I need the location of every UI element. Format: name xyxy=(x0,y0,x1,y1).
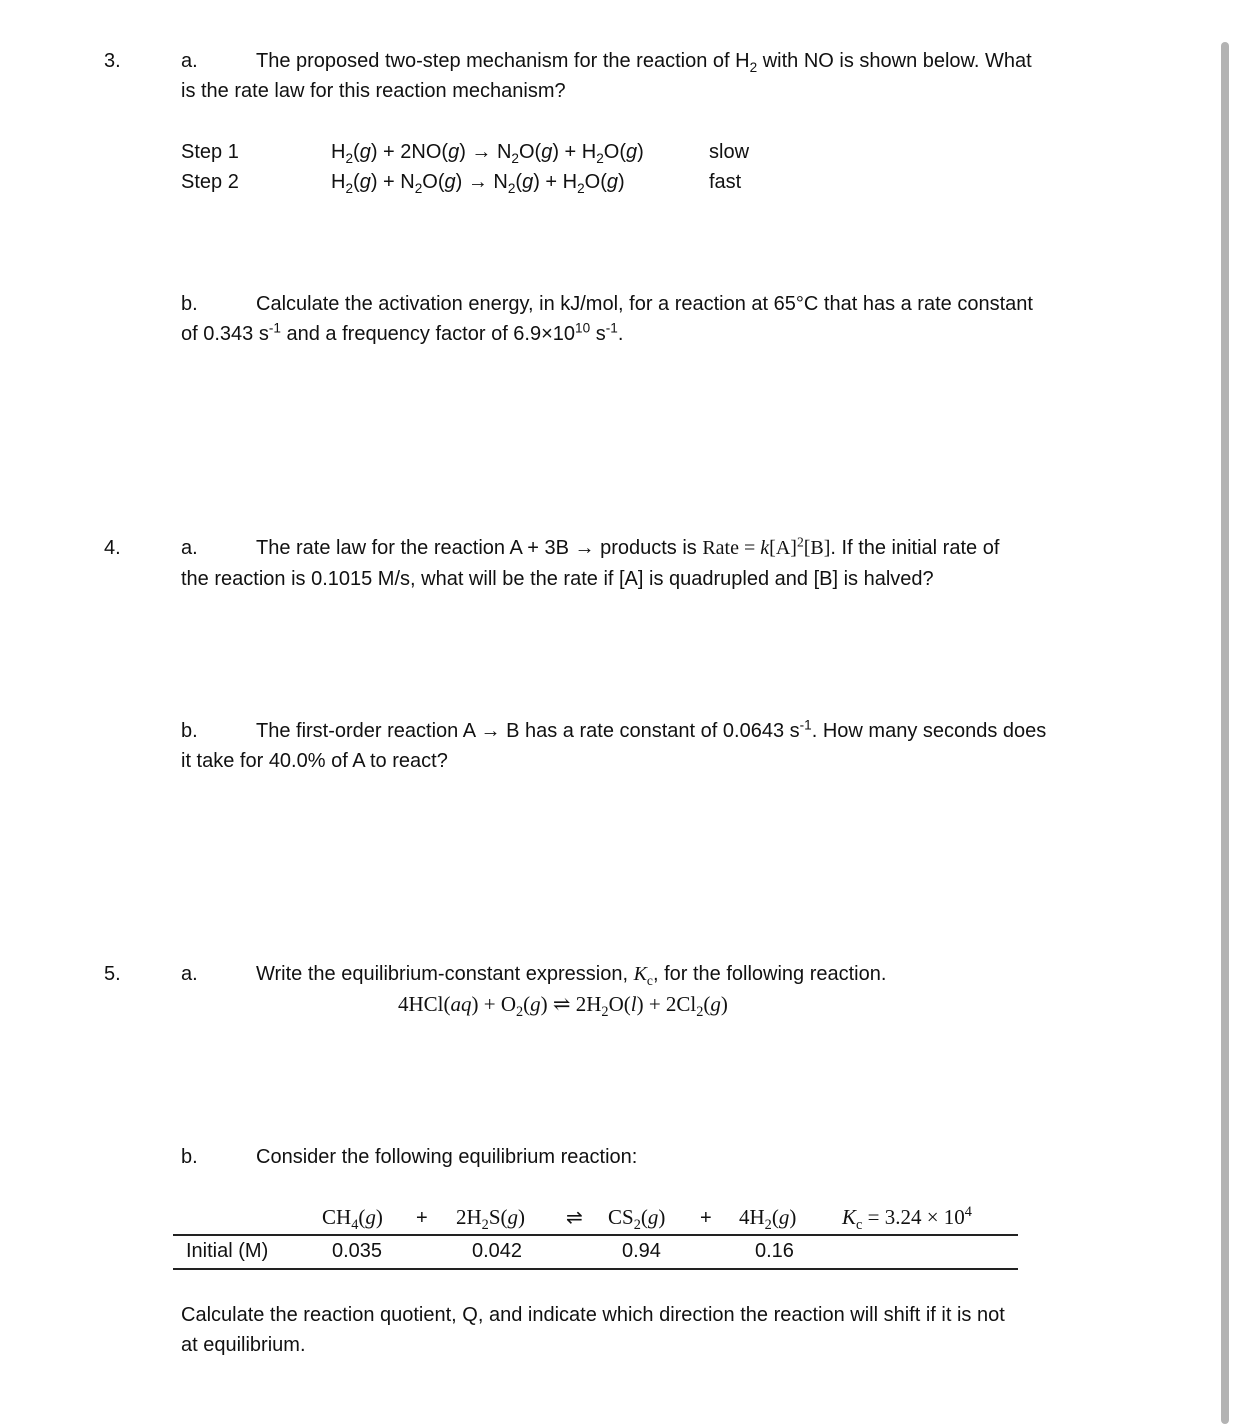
species-ch4: $CH_4(g)$ xyxy=(322,1205,383,1234)
reaction-arrow: → xyxy=(574,537,595,559)
q5b-question-line2: at equilibrium. xyxy=(181,1334,306,1356)
part-a-label: a. xyxy=(181,537,198,559)
part-b-label: b. xyxy=(181,293,198,315)
part-b-label: b. xyxy=(181,720,198,742)
species-h2s: $2H_2S(g)$ xyxy=(456,1205,525,1234)
plus-sign: + xyxy=(700,1207,712,1229)
q5b-intro: Consider the following equilibrium reaction: xyxy=(256,1146,638,1168)
step-1-label: Step 1 xyxy=(181,141,239,163)
table-bottom-rule xyxy=(173,1268,1018,1270)
q4a-text-line1: The rate law for the reaction A + 3B → products is Rate = $k[A]^2[B]$. If the initial rate of xyxy=(256,534,1000,559)
step-2-rate: fast xyxy=(709,171,742,193)
species-h2: $4H_2(g)$ xyxy=(739,1205,797,1234)
q3a-text-line1: The proposed two-step mechanism for the reaction of $H_2$ with NO is shown below. What xyxy=(256,50,1032,75)
q3b-text-line1: Calculate the activation energy, in kJ/mol, for a reaction at 65°C that has a rate constant xyxy=(256,293,1033,315)
species-cs2: $CS_2(g)$ xyxy=(608,1205,666,1234)
initial-cs2: 0.94 xyxy=(622,1240,661,1262)
part-a-label: a. xyxy=(181,50,198,72)
scrollbar-thumb[interactable] xyxy=(1221,42,1229,1424)
equilibrium-equation: $4HCl(aq) + O_2(g)$ ⇌ $2H_2O(l) + 2Cl_2(g)$ xyxy=(398,992,728,1021)
q5b-question-line1: Calculate the reaction quotient, Q, and indicate which direction the reaction will shift if it is not xyxy=(181,1304,1005,1326)
question-number-4: 4. xyxy=(104,537,121,559)
plus-sign: + xyxy=(416,1207,428,1229)
q3a-text-line2: is the rate law for this reaction mechanism? xyxy=(181,80,566,102)
part-b-label: b. xyxy=(181,1146,198,1168)
initial-ch4: 0.035 xyxy=(332,1240,383,1262)
q4b-text-line1: The first-order reaction A → B has a rate constant of 0.0643 $s^{-1}$. How many seconds does xyxy=(256,717,1047,742)
question-number-5: 5. xyxy=(104,963,121,985)
rate-law-expression: Rate = $k[A]^2[B]$ xyxy=(702,534,831,559)
part-a-label: a. xyxy=(181,963,198,985)
initial-h2: 0.16 xyxy=(755,1240,794,1262)
step-1-rate: slow xyxy=(709,141,750,163)
step-2-label: Step 2 xyxy=(181,171,239,193)
equilibrium-arrow: ⇌ xyxy=(566,1207,583,1229)
q3b-text-line2: of 0.343 $s^{-1}$ and a frequency factor of $6.9\times 10^{10}$ $s^{-1}$. xyxy=(181,320,624,345)
reaction-arrow: → xyxy=(480,720,501,742)
q4b-text-line2: it take for 40.0% of A to react? xyxy=(181,750,448,772)
q4a-text-line2: the reaction is 0.1015 M/s, what will be the rate if [A] is quadrupled and [B] is halved? xyxy=(181,568,934,590)
row-label-initial: Initial (M) xyxy=(186,1240,269,1262)
question-number-3: 3. xyxy=(104,50,121,72)
q5a-text-line1: Write the equilibrium-constant expression, $K_c$, for the following reaction. xyxy=(256,963,887,988)
table-top-rule xyxy=(173,1234,1018,1236)
step-1-equation: $H_2(g) + 2NO(g) \to N_2O(g) + H_2O(g)$ xyxy=(331,141,644,166)
kc-value: $K_c = 3.24 \times 10^4$ xyxy=(842,1204,972,1234)
initial-h2s: 0.042 xyxy=(472,1240,523,1262)
step-2-equation: $H_2(g) + N_2O(g) \to N_2(g) + H_2O(g)$ xyxy=(331,171,625,196)
